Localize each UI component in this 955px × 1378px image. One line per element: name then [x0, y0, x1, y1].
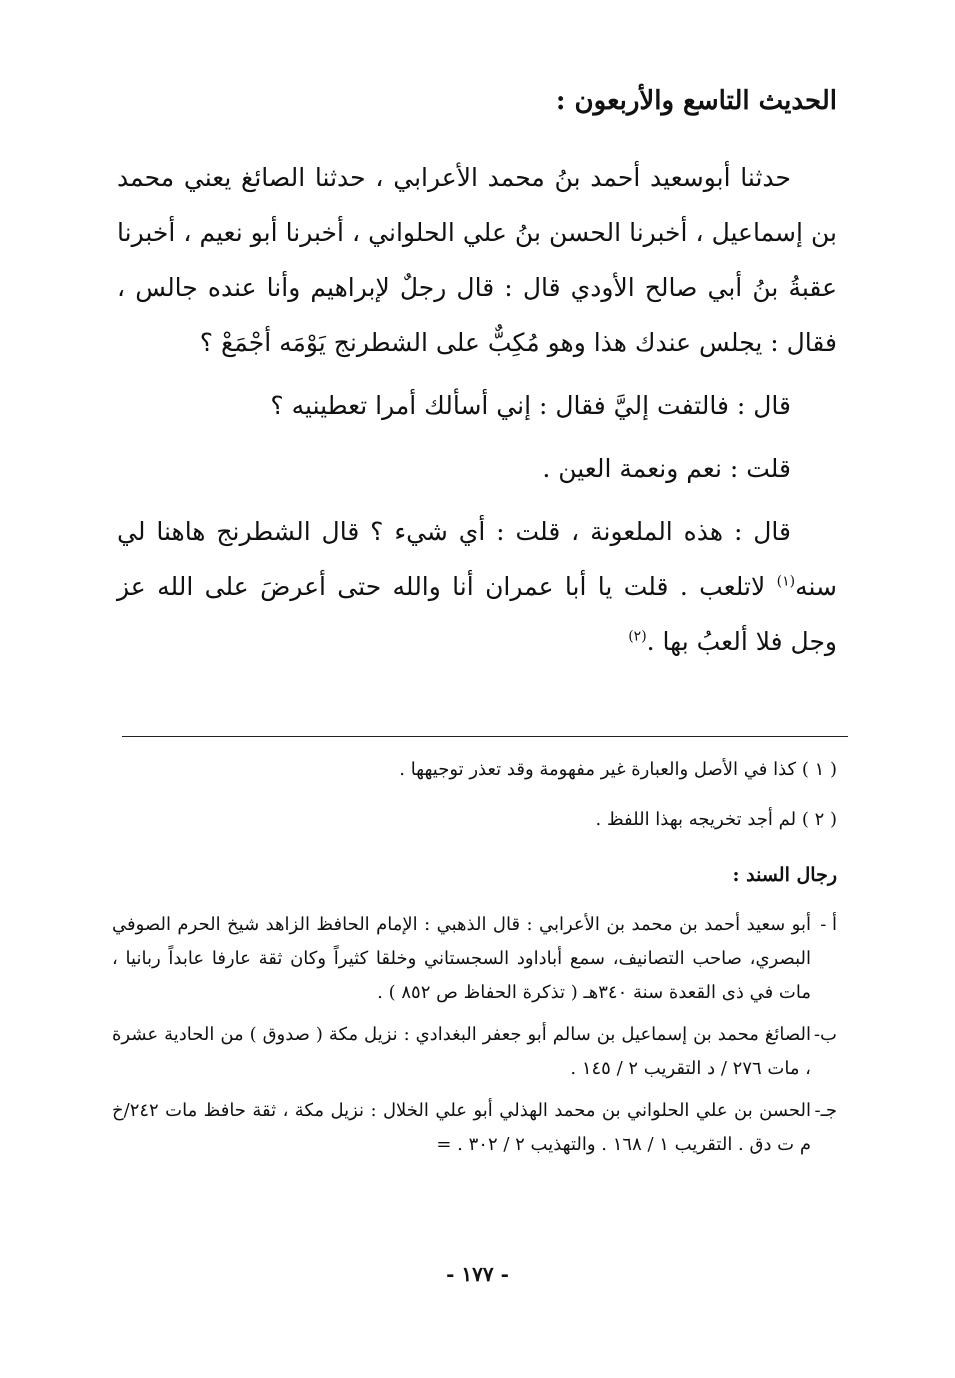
narrator-letter: جـ-	[814, 1100, 837, 1121]
narrator-text: الصائغ محمد بن إسماعيل بن سالم أبو جعفر البغدادي : نزيل مكة ( صدوق ) من الحادية عشرة ، مات ٢٧٦ / د التقريب ٢ / ١٤٥ .	[112, 1024, 811, 1079]
narrator-text: الحسن بن علي الحلواني بن محمد الهذلي أبو علي الخلال : نزيل مكة ، ثقة حافظ مات ٢٤٢/خ م ت دق . التقريب ١ / ١٦٨ . والتهذيب ٢ / ٣٠٢ . =	[112, 1100, 811, 1155]
narrator-letter: أ -	[820, 914, 837, 935]
hadith-paragraph-request: قال : فالتفت إليَّ فقال : إني أسألك أمرا تعطينيه ؟	[270, 391, 791, 420]
narrators-list	[112, 908, 837, 1170]
footnote-divider	[122, 736, 848, 737]
narrator-letter: ب-	[813, 1024, 837, 1045]
page-number: - ١٧٧ -	[446, 1262, 509, 1286]
hadith-paragraph-chess	[117, 504, 837, 669]
narrator-entry	[112, 1018, 837, 1086]
footnote-1: ( ١ ) كذا في الأصل والعبارة غير مفهومة وقد تعذر توجيهها .	[399, 759, 837, 780]
hadith-heading: الحديث التاسع والأربعون :	[555, 86, 837, 116]
hadith-paragraph-isnad: حدثنا أبوسعيد أحمد بنُ محمد الأعرابي ، حدثنا الصائغ يعني محمد بن إسماعيل ، أخبرنا الحسن بنُ علي الحلواني ، أخبرنا أبو نعيم ، أخبرنا عقبةُ بنُ أبي صالح الأودي قال : قال رجلٌ لإبراهيم وأنا عنده جالس ، فقال : يجلس عندك هذا وهو مُكِبٌّ على الشطرنج يَوْمَه أجْمَعْ ؟	[117, 163, 837, 357]
chess-text-part-1: قال : هذه الملعونة ، قلت : أي شيء ؟ قال الشطرنج هاهنا لي سنه	[117, 517, 838, 601]
hadith-body	[117, 150, 837, 669]
narrators-section-title: رجال السند :	[732, 864, 837, 886]
chess-text-part-2: لاتلعب . قلت يا أبا عمران أنا والله حتى أعرضَ على الله عز وجل فلا ألعبُ بها .	[117, 572, 837, 656]
narrator-text: أبو سعيد أحمد بن محمد بن الأعرابي : قال الذهبي : الإمام الحافظ الزاهد شيخ الحرم الصوفي البصري، صاحب التصانيف، سمع أباداود السجستاني وخلقا كثيراً وكان ثقة عارفا عابداً ربانيا ، مات في ذى القعدة سنة ٣٤٠هـ ( تذكرة الحفاظ ص ٨٥٢ ) .	[112, 914, 811, 1003]
footnote-marker-1: (١)	[776, 573, 796, 590]
narrator-entry	[112, 908, 837, 1010]
footnote-marker-2: (٢)	[628, 628, 647, 645]
footnote-2: ( ٢ ) لم أجد تخريجه بهذا اللفظ .	[595, 809, 837, 830]
hadith-paragraph-reply: قلت : نعم ونعمة العين .	[542, 454, 791, 483]
footnotes	[117, 752, 837, 852]
narrator-entry	[112, 1094, 837, 1162]
